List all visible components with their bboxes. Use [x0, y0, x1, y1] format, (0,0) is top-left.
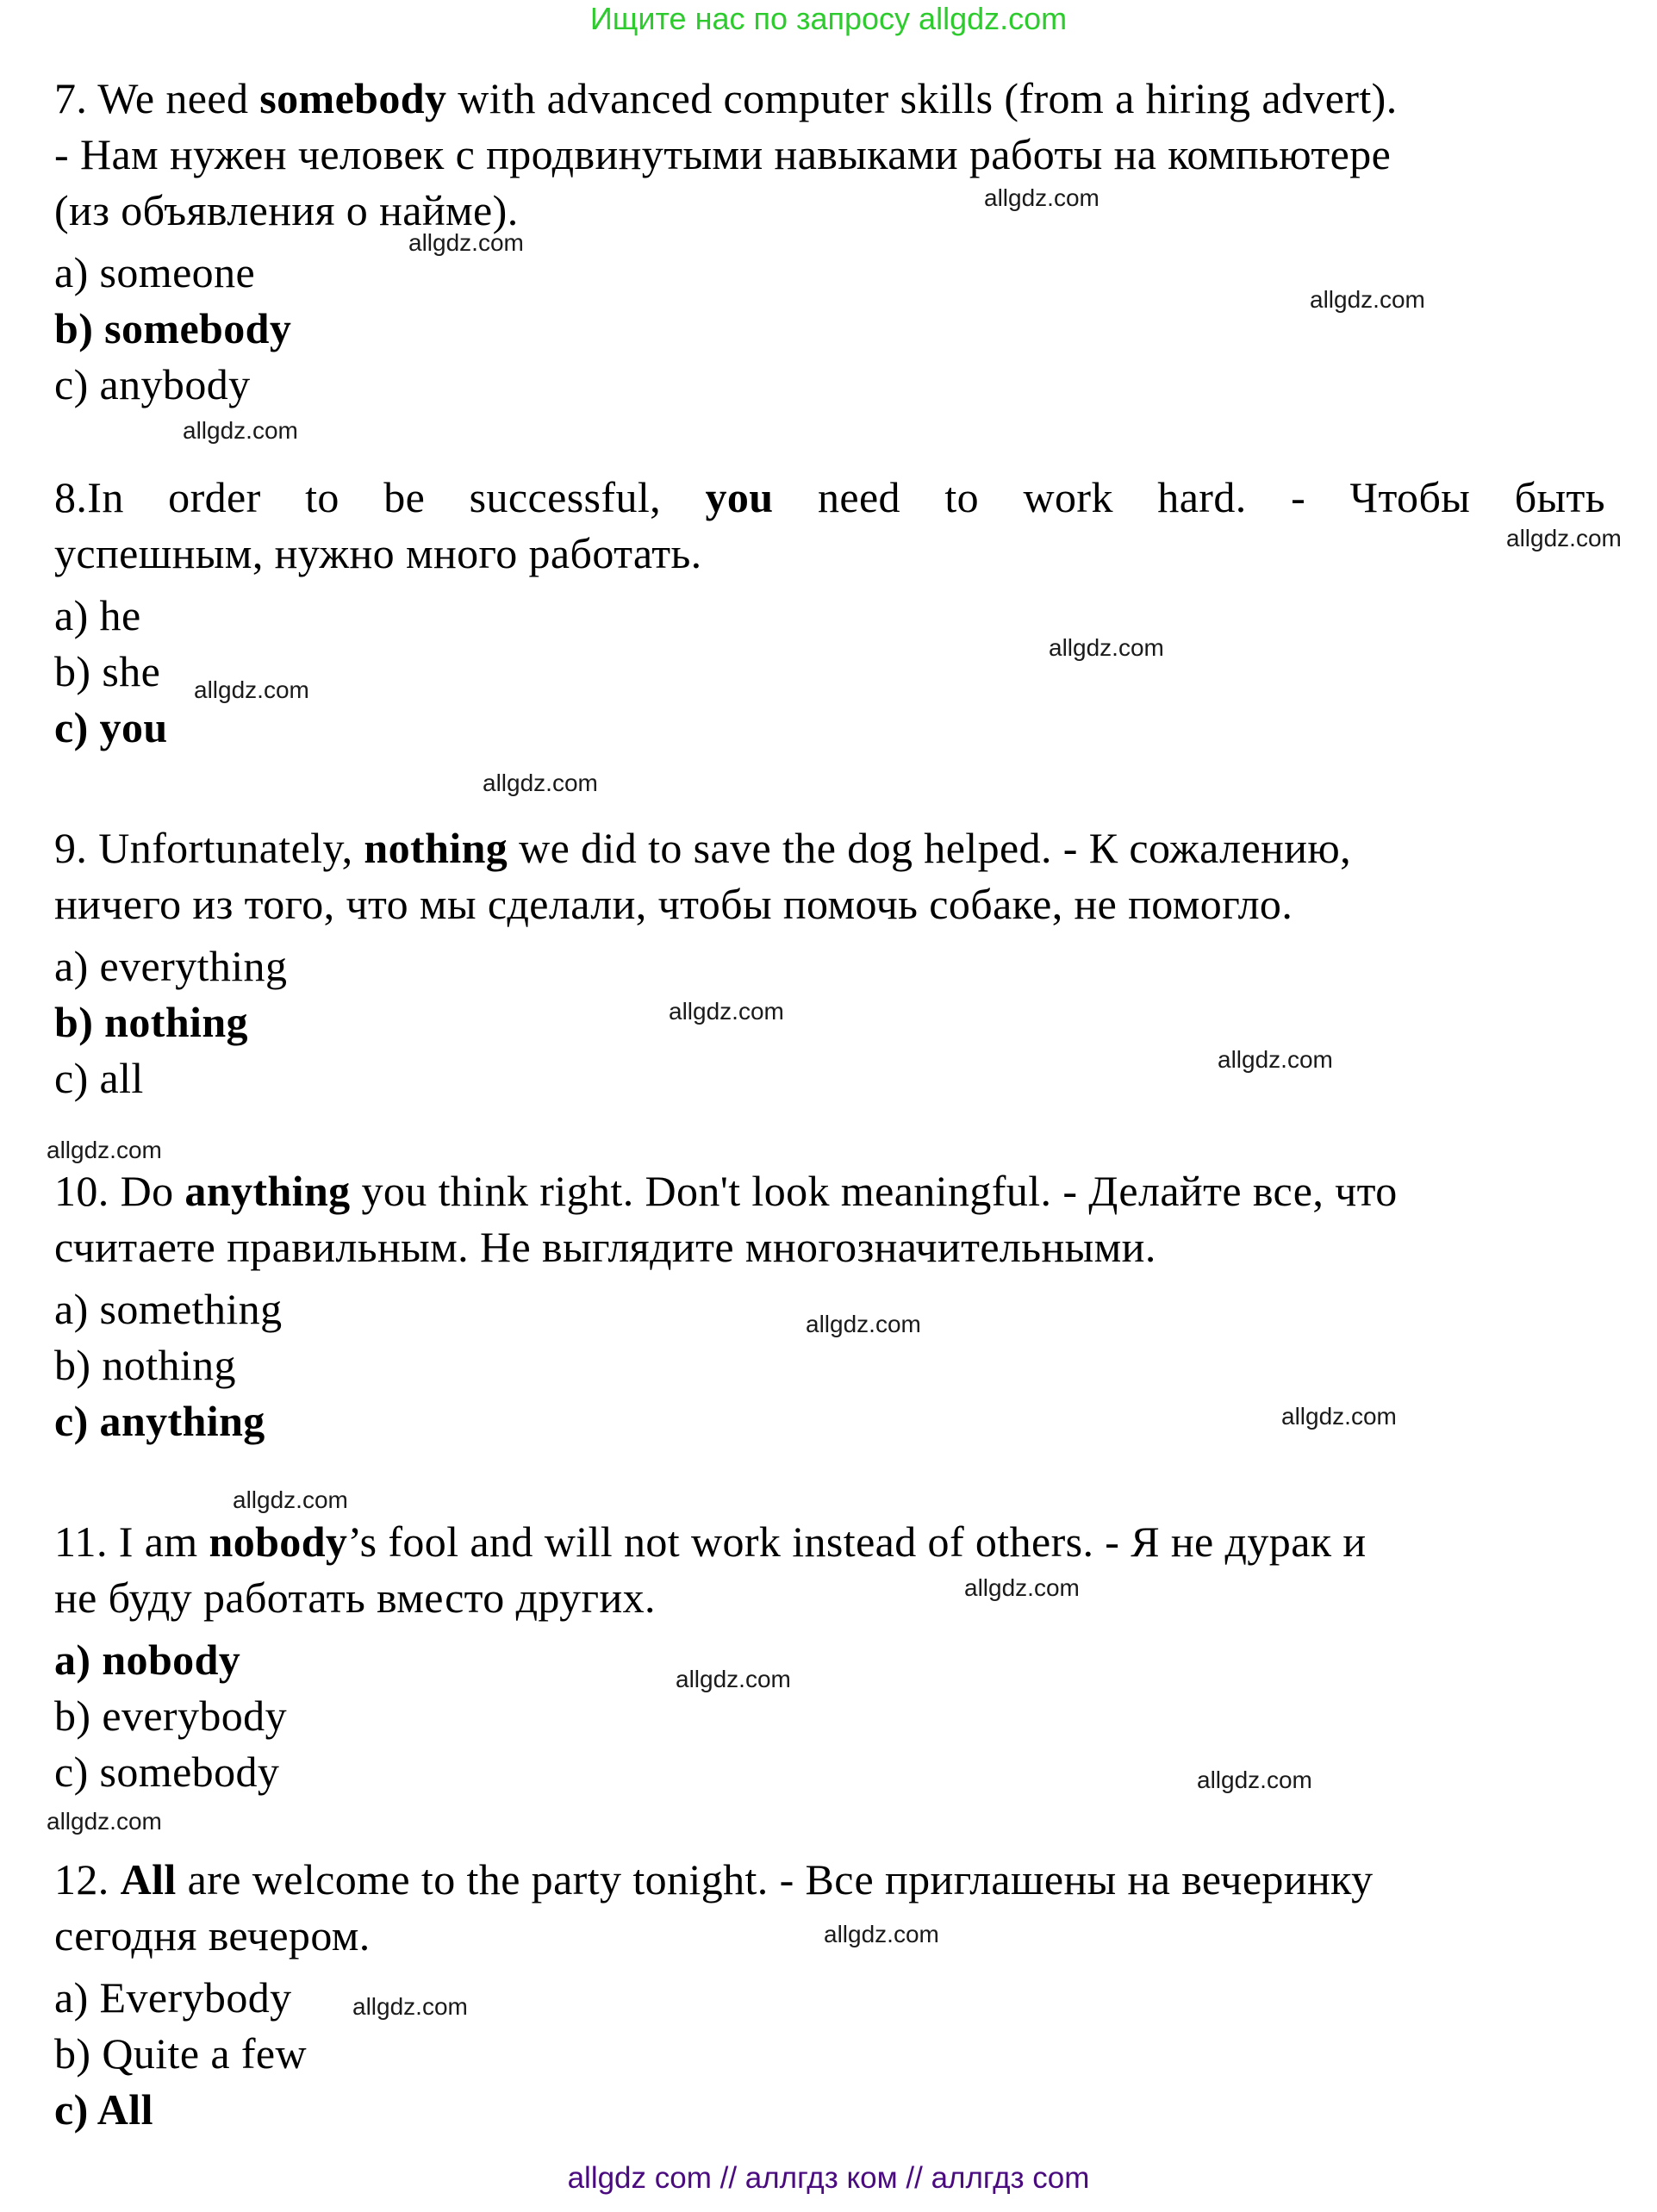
option-b: b) everybody	[54, 1692, 287, 1740]
options-q11	[54, 1632, 1605, 1800]
question-text-line: успешным, нужно много работать.	[54, 529, 702, 577]
watermark: allgdz.com	[183, 417, 298, 444]
option-b: b) nothing	[54, 1341, 236, 1389]
question-text-line: считаете правильным. Не выглядите многозначительными.	[54, 1223, 1156, 1271]
watermark: allgdz.com	[1049, 634, 1164, 661]
option-c-correct: c) you	[54, 703, 168, 751]
keyword-bold: you	[705, 473, 774, 521]
watermark: allgdz.com	[194, 676, 309, 703]
question-12	[54, 1852, 1605, 2138]
option-b-correct: b) nothing	[54, 998, 248, 1046]
watermark: allgdz.com	[1310, 286, 1425, 313]
keyword-bold: nothing	[364, 824, 508, 872]
watermark: allgdz.com	[964, 1574, 1080, 1601]
watermark: allgdz.com	[233, 1486, 348, 1513]
options-q8	[54, 588, 1605, 756]
option-a: a) something	[54, 1285, 283, 1333]
question-text-line: - Нам нужен человек с продвинутыми навыками работы на компьютере	[54, 130, 1392, 178]
question-text-line: 10. Do anything you think right. Don't look meaningful. - Делайте все, что	[54, 1167, 1398, 1215]
watermark: allgdz.com	[408, 229, 524, 256]
options-q12	[54, 1970, 1605, 2138]
option-b: b) Quite a few	[54, 2029, 307, 2078]
options-q7	[54, 245, 1605, 413]
watermark: allgdz.com	[824, 1921, 939, 1947]
question-text-line: 9. Unfortunately, nothing we did to save the dog helped. - К сожалению,	[54, 824, 1352, 872]
option-a: a) someone	[54, 248, 256, 296]
watermark: allgdz.com	[676, 1666, 791, 1692]
watermark: allgdz.com	[47, 1137, 162, 1163]
keyword-bold: All	[120, 1855, 177, 1904]
page-footer: allgdz com // аллгдз ком // аллгдз com	[567, 2161, 1090, 2195]
page-header: Ищите нас по запросу allgdz.com	[589, 1, 1068, 36]
question-9	[54, 820, 1605, 1106]
question-text-line: ничего из того, что мы сделали, чтобы помочь собаке, не помогло.	[54, 880, 1293, 928]
question-text-line: 8.In order to be successful, you need to work hard. - Чтобы быть	[54, 473, 1605, 521]
option-c-correct: c) All	[54, 2085, 153, 2134]
option-b: b) she	[54, 647, 161, 695]
option-c: c) anybody	[54, 360, 251, 408]
question-text-line: 7. We need somebody with advanced computer skills (from a hiring advert).	[54, 74, 1398, 122]
option-b-correct: b) somebody	[54, 304, 292, 352]
watermark: allgdz.com	[669, 998, 784, 1025]
question-8	[54, 470, 1605, 756]
watermark: allgdz.com	[1506, 525, 1622, 551]
question-text-line: 11. I am nobody’s fool and will not work instead of others. - Я не дурак и	[54, 1517, 1367, 1566]
question-text-line: (из объявления о найме).	[54, 186, 519, 234]
keyword-bold: nobody	[209, 1517, 348, 1566]
watermark: allgdz.com	[483, 770, 598, 796]
question-text-line: не буду работать вместо других.	[54, 1573, 656, 1622]
option-a: a) he	[54, 591, 141, 639]
watermark: allgdz.com	[806, 1311, 921, 1337]
watermark: allgdz.com	[1197, 1766, 1312, 1793]
options-q9	[54, 938, 1605, 1106]
option-a: a) Everybody	[54, 1973, 292, 2022]
question-11	[54, 1514, 1605, 1800]
keyword-bold: somebody	[259, 74, 447, 122]
option-c: c) somebody	[54, 1748, 280, 1796]
question-7	[54, 71, 1605, 413]
option-c: c) all	[54, 1054, 144, 1102]
watermark: allgdz.com	[984, 184, 1099, 211]
watermark: allgdz.com	[1281, 1403, 1397, 1430]
keyword-bold: anything	[184, 1167, 351, 1215]
watermark: allgdz.com	[1218, 1046, 1333, 1073]
question-text-line: 12. All are welcome to the party tonight. - Все приглашены на вечеринку	[54, 1855, 1374, 1904]
option-a: a) everything	[54, 942, 288, 990]
option-a-correct: a) nobody	[54, 1636, 241, 1684]
option-c-correct: c) anything	[54, 1397, 265, 1445]
watermark: allgdz.com	[352, 1993, 468, 2020]
watermark: allgdz.com	[47, 1808, 162, 1835]
question-text-line: сегодня вечером.	[54, 1911, 371, 1960]
